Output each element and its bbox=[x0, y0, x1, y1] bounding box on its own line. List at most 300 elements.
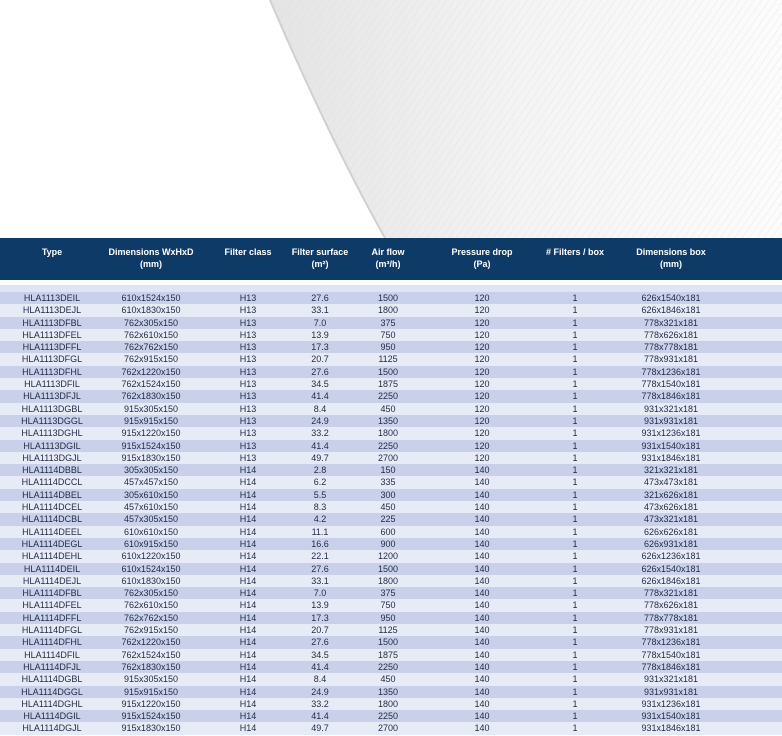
cell-type: HLA1114DFBL bbox=[22, 588, 82, 599]
cell-pressure-drop: 140 bbox=[474, 723, 490, 734]
cell-filters-per-box: 1 bbox=[572, 379, 578, 390]
cell-air-flow: 225 bbox=[380, 514, 396, 525]
cell-filter-class: H14 bbox=[239, 514, 257, 525]
table-body bbox=[0, 292, 782, 735]
cell-filter-surface: 41.4 bbox=[311, 391, 329, 402]
cell-filter-class: H13 bbox=[239, 403, 257, 414]
cell-filters-per-box: 1 bbox=[572, 317, 578, 328]
cell-air-flow: 950 bbox=[380, 612, 396, 623]
cell-air-flow: 600 bbox=[380, 526, 396, 537]
header-filter-surface: Filter surface (m²) bbox=[291, 247, 349, 269]
cell-filter-surface: 27.6 bbox=[311, 637, 329, 648]
cell-filter-surface: 33.1 bbox=[311, 305, 329, 316]
cell-filter-class: H14 bbox=[239, 686, 257, 697]
cell-pressure-drop: 120 bbox=[474, 329, 490, 340]
cell-filters-per-box: 1 bbox=[572, 403, 578, 414]
cell-type: HLA1113DFBL bbox=[22, 317, 82, 328]
table-row bbox=[0, 599, 782, 611]
cell-filters-per-box: 1 bbox=[572, 354, 578, 365]
cell-air-flow: 150 bbox=[380, 465, 396, 476]
table-row bbox=[0, 341, 782, 353]
table-row bbox=[0, 550, 782, 562]
cell-filter-class: H14 bbox=[239, 661, 257, 672]
cell-filter-class: H14 bbox=[239, 625, 257, 636]
header-dimensions: Dimensions WxHxD (mm) bbox=[108, 247, 194, 269]
cell-pressure-drop: 120 bbox=[474, 354, 490, 365]
cell-air-flow: 450 bbox=[380, 403, 396, 414]
cell-dimensions: 610x1524x150 bbox=[121, 293, 181, 303]
table-row bbox=[0, 612, 782, 624]
cell-dimensions: 915x1830x150 bbox=[121, 723, 181, 734]
cell-air-flow: 2700 bbox=[377, 723, 399, 734]
table-row bbox=[0, 489, 782, 501]
cell-dimensions: 915x1524x150 bbox=[121, 711, 181, 722]
cell-filters-per-box: 1 bbox=[572, 514, 578, 525]
cell-filter-surface: 24.9 bbox=[311, 415, 329, 426]
cell-filters-per-box: 1 bbox=[572, 526, 578, 537]
cell-filters-per-box: 1 bbox=[572, 477, 578, 488]
cell-dimensions-box: 626x1846x181 bbox=[641, 575, 701, 586]
cell-air-flow: 450 bbox=[380, 502, 396, 513]
cell-filter-class: H13 bbox=[239, 293, 257, 303]
cell-pressure-drop: 120 bbox=[474, 428, 490, 439]
cell-dimensions-box: 778x1846x181 bbox=[641, 661, 701, 672]
table-row bbox=[0, 452, 782, 464]
cell-filter-surface: 17.3 bbox=[311, 612, 329, 623]
table-row bbox=[0, 661, 782, 673]
cell-filter-class: H14 bbox=[239, 563, 257, 574]
cell-type: HLA1113DFHL bbox=[22, 366, 82, 377]
cell-filter-class: H14 bbox=[239, 526, 257, 537]
cell-filter-class: H14 bbox=[239, 649, 257, 660]
cell-dimensions: 915x1220x150 bbox=[121, 428, 181, 439]
cell-dimensions: 762x915x150 bbox=[123, 354, 179, 365]
cell-filter-class: H14 bbox=[239, 600, 257, 611]
cell-dimensions: 305x305x150 bbox=[123, 465, 179, 476]
cell-filter-surface: 34.5 bbox=[311, 379, 329, 390]
cell-filter-class: H13 bbox=[239, 342, 257, 353]
table-row bbox=[0, 304, 782, 316]
cell-filter-class: H13 bbox=[239, 415, 257, 426]
cell-dimensions-box: 931x321x181 bbox=[643, 674, 699, 685]
cell-dimensions: 457x305x150 bbox=[123, 514, 179, 525]
table-row bbox=[0, 390, 782, 402]
cell-type: HLA1114DFFL bbox=[22, 612, 82, 623]
cell-filters-per-box: 1 bbox=[572, 637, 578, 648]
cell-filter-class: H13 bbox=[239, 379, 257, 390]
cell-dimensions: 610x1220x150 bbox=[121, 551, 181, 562]
header-type: Type bbox=[41, 247, 63, 257]
cell-air-flow: 1125 bbox=[378, 354, 398, 365]
cell-dimensions-box: 778x626x181 bbox=[643, 600, 699, 611]
table-row bbox=[0, 476, 782, 488]
cell-pressure-drop: 140 bbox=[474, 637, 490, 648]
cell-filter-surface: 33.2 bbox=[311, 428, 329, 439]
cell-type: HLA1114DGJL bbox=[22, 723, 82, 734]
cell-pressure-drop: 140 bbox=[474, 612, 490, 623]
cell-air-flow: 1125 bbox=[378, 625, 398, 636]
table-row bbox=[0, 329, 782, 341]
cell-filter-surface: 22.1 bbox=[311, 551, 329, 562]
cell-filter-class: H14 bbox=[239, 538, 257, 549]
cell-type: HLA1113DGIL bbox=[23, 440, 81, 451]
cell-filter-surface: 2.8 bbox=[313, 465, 327, 476]
cell-dimensions-box: 321x626x181 bbox=[643, 489, 699, 500]
cell-dimensions-box: 626x626x181 bbox=[643, 526, 699, 537]
table-row bbox=[0, 563, 782, 575]
cell-dimensions-box: 778x778x181 bbox=[643, 612, 699, 623]
cell-pressure-drop: 140 bbox=[474, 514, 490, 525]
cell-dimensions: 610x1830x150 bbox=[121, 575, 181, 586]
cell-filter-class: H14 bbox=[239, 489, 257, 500]
cell-dimensions-box: 473x473x181 bbox=[643, 477, 699, 488]
cell-dimensions-box: 931x1846x181 bbox=[641, 723, 701, 734]
table-row bbox=[0, 698, 782, 710]
table-row bbox=[0, 673, 782, 685]
cell-dimensions: 915x915x150 bbox=[123, 415, 179, 426]
cell-filter-class: H14 bbox=[239, 588, 257, 599]
cell-dimensions-box: 778x931x181 bbox=[643, 354, 699, 365]
header-pressure-drop: Pressure drop (Pa) bbox=[451, 247, 513, 269]
table-row bbox=[0, 292, 782, 304]
cell-filter-surface: 27.6 bbox=[311, 563, 329, 574]
cell-air-flow: 750 bbox=[380, 329, 396, 340]
cell-filters-per-box: 1 bbox=[572, 612, 578, 623]
cell-filters-per-box: 1 bbox=[572, 674, 578, 685]
cell-air-flow: 1800 bbox=[377, 428, 399, 439]
cell-pressure-drop: 140 bbox=[474, 538, 490, 549]
product-image bbox=[0, 0, 782, 238]
cell-type: HLA1113DFEL bbox=[22, 329, 82, 340]
table-row bbox=[0, 427, 782, 439]
table-row bbox=[0, 415, 782, 427]
cell-dimensions-box: 778x1236x181 bbox=[641, 637, 701, 648]
cell-dimensions-box: 778x321x181 bbox=[643, 317, 699, 328]
cell-air-flow: 1875 bbox=[377, 379, 399, 390]
cell-filter-surface: 7.0 bbox=[313, 588, 327, 599]
cell-air-flow: 450 bbox=[380, 674, 396, 685]
cell-pressure-drop: 140 bbox=[474, 526, 490, 537]
cell-filter-surface: 8.4 bbox=[313, 674, 327, 685]
table-row bbox=[0, 710, 782, 722]
cell-air-flow: 300 bbox=[380, 489, 396, 500]
cell-filter-surface: 17.3 bbox=[311, 342, 329, 353]
cell-type: HLA1114DEHL bbox=[21, 551, 83, 562]
cell-filters-per-box: 1 bbox=[572, 625, 578, 636]
header-dimensions-box: Dimensions box (mm) bbox=[636, 247, 706, 269]
cell-filter-class: H14 bbox=[239, 477, 257, 488]
table-row bbox=[0, 636, 782, 648]
cell-pressure-drop: 120 bbox=[474, 342, 490, 353]
cell-filter-surface: 49.7 bbox=[311, 723, 329, 734]
cell-dimensions-box: 778x1540x181 bbox=[641, 649, 701, 660]
cell-type: HLA1114DFHL bbox=[22, 637, 82, 648]
cell-type: HLA1114DFGL bbox=[21, 625, 83, 636]
cell-air-flow: 1500 bbox=[377, 637, 399, 648]
cell-type: HLA1114DEEL bbox=[22, 526, 82, 537]
cell-dimensions-box: 473x321x181 bbox=[643, 514, 699, 525]
cell-type: HLA1113DGGL bbox=[21, 415, 83, 426]
table-row bbox=[0, 686, 782, 698]
cell-filter-class: H14 bbox=[239, 575, 257, 586]
cell-dimensions: 762x1830x150 bbox=[121, 661, 181, 672]
cell-filter-class: H13 bbox=[239, 317, 257, 328]
cell-dimensions: 915x915x150 bbox=[123, 686, 179, 697]
cell-pressure-drop: 140 bbox=[474, 674, 490, 685]
cell-dimensions-box: 778x931x181 bbox=[643, 625, 699, 636]
cell-filters-per-box: 1 bbox=[572, 293, 578, 303]
cell-filter-surface: 20.7 bbox=[311, 625, 329, 636]
cell-type: HLA1114DGHL bbox=[21, 698, 83, 709]
cell-filter-surface: 13.9 bbox=[311, 329, 329, 340]
cell-dimensions-box: 778x778x181 bbox=[643, 342, 699, 353]
cell-filter-surface: 5.5 bbox=[313, 489, 327, 500]
cell-pressure-drop: 140 bbox=[474, 477, 490, 488]
cell-filters-per-box: 1 bbox=[572, 465, 578, 476]
cell-filters-per-box: 1 bbox=[572, 538, 578, 549]
cell-pressure-drop: 120 bbox=[474, 452, 490, 463]
cell-dimensions-box: 931x931x181 bbox=[643, 686, 699, 697]
table-row bbox=[0, 464, 782, 476]
cell-filter-surface: 41.4 bbox=[311, 440, 329, 451]
cell-type: HLA1113DGBL bbox=[21, 403, 83, 414]
cell-pressure-drop: 140 bbox=[474, 502, 490, 513]
cell-type: HLA1114DFEL bbox=[22, 600, 82, 611]
cell-dimensions: 915x1220x150 bbox=[121, 698, 181, 709]
cell-filter-class: H14 bbox=[239, 502, 257, 513]
cell-filters-per-box: 1 bbox=[572, 366, 578, 377]
cell-filters-per-box: 1 bbox=[572, 342, 578, 353]
cell-dimensions: 915x305x150 bbox=[123, 674, 179, 685]
cell-filters-per-box: 1 bbox=[572, 723, 578, 734]
cell-pressure-drop: 120 bbox=[474, 403, 490, 414]
cell-air-flow: 1200 bbox=[377, 551, 399, 562]
cell-filter-class: H13 bbox=[239, 366, 257, 377]
cell-dimensions: 762x305x150 bbox=[123, 317, 179, 328]
cell-dimensions: 915x1524x150 bbox=[121, 440, 181, 451]
cell-filter-class: H14 bbox=[239, 612, 257, 623]
cell-air-flow: 1800 bbox=[377, 698, 399, 709]
cell-type: HLA1114DFIL bbox=[24, 649, 80, 660]
cell-pressure-drop: 120 bbox=[474, 317, 490, 328]
cell-dimensions-box: 778x321x181 bbox=[643, 588, 699, 599]
cell-filters-per-box: 1 bbox=[572, 711, 578, 722]
table-row bbox=[0, 575, 782, 587]
cell-filter-class: H14 bbox=[239, 674, 257, 685]
cell-type: HLA1113DFGL bbox=[21, 354, 83, 365]
cell-dimensions: 762x1524x150 bbox=[121, 649, 181, 660]
cell-type: HLA1114DGBL bbox=[21, 674, 83, 685]
cell-filters-per-box: 1 bbox=[572, 588, 578, 599]
cell-dimensions: 762x762x150 bbox=[123, 612, 179, 623]
cell-filter-surface: 4.2 bbox=[313, 514, 327, 525]
table-row bbox=[0, 366, 782, 378]
cell-dimensions: 762x1220x150 bbox=[121, 366, 181, 377]
cell-filters-per-box: 1 bbox=[572, 452, 578, 463]
cell-dimensions-box: 626x1540x181 bbox=[641, 563, 701, 574]
cell-type: HLA1114DCBL bbox=[21, 514, 83, 525]
cell-filters-per-box: 1 bbox=[572, 551, 578, 562]
cell-air-flow: 1500 bbox=[377, 293, 399, 303]
cell-air-flow: 1350 bbox=[377, 415, 399, 426]
table-row bbox=[0, 624, 782, 636]
cell-filters-per-box: 1 bbox=[572, 661, 578, 672]
cell-dimensions: 762x610x150 bbox=[123, 600, 179, 611]
cell-type: HLA1114DFJL bbox=[23, 661, 81, 672]
cell-filter-class: H14 bbox=[239, 465, 257, 476]
cell-filters-per-box: 1 bbox=[572, 305, 578, 316]
table-row bbox=[0, 501, 782, 513]
cell-filter-class: H14 bbox=[239, 698, 257, 709]
cell-dimensions-box: 778x1236x181 bbox=[641, 366, 701, 377]
cell-air-flow: 1500 bbox=[377, 366, 399, 377]
cell-filter-surface: 41.4 bbox=[311, 711, 329, 722]
cell-filter-class: H13 bbox=[239, 452, 257, 463]
cell-pressure-drop: 120 bbox=[474, 305, 490, 316]
cell-filters-per-box: 1 bbox=[572, 489, 578, 500]
table-row bbox=[0, 587, 782, 599]
cell-dimensions-box: 626x931x181 bbox=[643, 538, 699, 549]
cell-dimensions: 762x762x150 bbox=[123, 342, 179, 353]
cell-dimensions: 762x305x150 bbox=[123, 588, 179, 599]
cell-filter-class: H13 bbox=[239, 329, 257, 340]
cell-pressure-drop: 120 bbox=[474, 440, 490, 451]
cell-pressure-drop: 140 bbox=[474, 575, 490, 586]
cell-dimensions-box: 626x1236x181 bbox=[641, 551, 701, 562]
cell-dimensions-box: 778x626x181 bbox=[643, 329, 699, 340]
cell-pressure-drop: 140 bbox=[474, 625, 490, 636]
cell-filter-class: H13 bbox=[239, 391, 257, 402]
cell-pressure-drop: 140 bbox=[474, 489, 490, 500]
cell-dimensions-box: 931x931x181 bbox=[643, 415, 699, 426]
cell-dimensions-box: 778x1540x181 bbox=[641, 379, 701, 390]
cell-pressure-drop: 120 bbox=[474, 391, 490, 402]
cell-filters-per-box: 1 bbox=[572, 329, 578, 340]
table-row bbox=[0, 440, 782, 452]
cell-filters-per-box: 1 bbox=[572, 600, 578, 611]
cell-air-flow: 2250 bbox=[377, 440, 399, 451]
cell-filter-class: H14 bbox=[239, 551, 257, 562]
cell-type: HLA1114DEJL bbox=[22, 575, 82, 586]
cell-type: HLA1114DGGL bbox=[21, 686, 83, 697]
header-filters-per-box: # Filters / box bbox=[545, 247, 605, 257]
cell-pressure-drop: 120 bbox=[474, 379, 490, 390]
cell-air-flow: 750 bbox=[380, 600, 396, 611]
cell-dimensions: 610x915x150 bbox=[123, 538, 179, 549]
cell-pressure-drop: 120 bbox=[474, 293, 490, 303]
cell-dimensions: 457x457x150 bbox=[123, 477, 179, 488]
cell-filters-per-box: 1 bbox=[572, 686, 578, 697]
cell-filter-surface: 33.1 bbox=[311, 575, 329, 586]
cell-type: HLA1114DEGL bbox=[21, 538, 83, 549]
table-row bbox=[0, 538, 782, 550]
cell-filters-per-box: 1 bbox=[572, 698, 578, 709]
cell-pressure-drop: 140 bbox=[474, 563, 490, 574]
cell-filter-surface: 20.7 bbox=[311, 354, 329, 365]
cell-pressure-drop: 140 bbox=[474, 551, 490, 562]
cell-dimensions-box: 931x1846x181 bbox=[641, 452, 701, 463]
cell-air-flow: 1875 bbox=[377, 649, 399, 660]
cell-filters-per-box: 1 bbox=[572, 440, 578, 451]
cell-pressure-drop: 120 bbox=[474, 415, 490, 426]
table-row bbox=[0, 649, 782, 661]
cell-filter-class: H13 bbox=[239, 305, 257, 316]
cell-filters-per-box: 1 bbox=[572, 649, 578, 660]
cell-filter-class: H13 bbox=[239, 428, 257, 439]
cell-type: HLA1114DBBL bbox=[22, 465, 82, 476]
cell-dimensions-box: 626x1540x181 bbox=[641, 293, 701, 303]
cell-filter-class: H13 bbox=[239, 440, 257, 451]
cell-type: HLA1114DBEL bbox=[22, 489, 82, 500]
cell-dimensions-box: 931x1540x181 bbox=[641, 440, 701, 451]
cell-air-flow: 2250 bbox=[377, 711, 399, 722]
cell-filters-per-box: 1 bbox=[572, 563, 578, 574]
cell-pressure-drop: 140 bbox=[474, 661, 490, 672]
cell-pressure-drop: 140 bbox=[474, 600, 490, 611]
cell-dimensions: 762x1220x150 bbox=[121, 637, 181, 648]
cell-filter-surface: 8.3 bbox=[313, 502, 327, 513]
header-spacer bbox=[0, 280, 782, 292]
table-row bbox=[0, 378, 782, 390]
cell-filters-per-box: 1 bbox=[572, 502, 578, 513]
cell-dimensions: 762x1830x150 bbox=[121, 391, 181, 402]
cell-pressure-drop: 140 bbox=[474, 588, 490, 599]
cell-filter-class: H14 bbox=[239, 723, 257, 734]
cell-pressure-drop: 140 bbox=[474, 465, 490, 476]
header-filter-class: Filter class bbox=[224, 247, 272, 257]
cell-air-flow: 2250 bbox=[377, 661, 399, 672]
cell-type: HLA1114DCEL bbox=[21, 502, 83, 513]
cell-filter-surface: 7.0 bbox=[313, 317, 327, 328]
cell-dimensions: 762x915x150 bbox=[123, 625, 179, 636]
cell-filters-per-box: 1 bbox=[572, 415, 578, 426]
table-header bbox=[0, 238, 782, 280]
cell-dimensions: 762x610x150 bbox=[123, 329, 179, 340]
table-row bbox=[0, 403, 782, 415]
cell-filter-surface: 41.4 bbox=[311, 661, 329, 672]
table-row bbox=[0, 513, 782, 525]
table-row bbox=[0, 722, 782, 734]
cell-pressure-drop: 140 bbox=[474, 686, 490, 697]
cell-filter-surface: 11.1 bbox=[311, 526, 329, 537]
cell-air-flow: 2700 bbox=[377, 452, 399, 463]
cell-filter-surface: 8.4 bbox=[313, 403, 327, 414]
cell-pressure-drop: 120 bbox=[474, 366, 490, 377]
cell-filters-per-box: 1 bbox=[572, 428, 578, 439]
cell-type: HLA1113DFJL bbox=[23, 391, 81, 402]
cell-dimensions-box: 473x626x181 bbox=[643, 502, 699, 513]
cell-dimensions-box: 931x1236x181 bbox=[641, 428, 701, 439]
cell-filter-surface: 34.5 bbox=[311, 649, 329, 660]
cell-type: HLA1113DGJL bbox=[22, 452, 82, 463]
cell-air-flow: 1350 bbox=[377, 686, 399, 697]
cell-air-flow: 375 bbox=[380, 588, 396, 599]
cell-filter-surface: 16.6 bbox=[311, 538, 329, 549]
cell-dimensions: 610x1524x150 bbox=[121, 563, 181, 574]
cell-type: HLA1114DEIL bbox=[23, 563, 81, 574]
cell-filters-per-box: 1 bbox=[572, 575, 578, 586]
cell-pressure-drop: 140 bbox=[474, 711, 490, 722]
cell-filter-surface: 27.6 bbox=[311, 366, 329, 377]
cell-filter-class: H13 bbox=[239, 354, 257, 365]
cell-dimensions: 915x1830x150 bbox=[121, 452, 181, 463]
cell-air-flow: 900 bbox=[380, 538, 396, 549]
cell-filter-surface: 27.6 bbox=[311, 293, 329, 303]
cell-dimensions: 305x610x150 bbox=[123, 489, 179, 500]
cell-air-flow: 1800 bbox=[377, 575, 399, 586]
cell-dimensions-box: 931x1540x181 bbox=[641, 711, 701, 722]
cell-filter-surface: 49.7 bbox=[311, 452, 329, 463]
